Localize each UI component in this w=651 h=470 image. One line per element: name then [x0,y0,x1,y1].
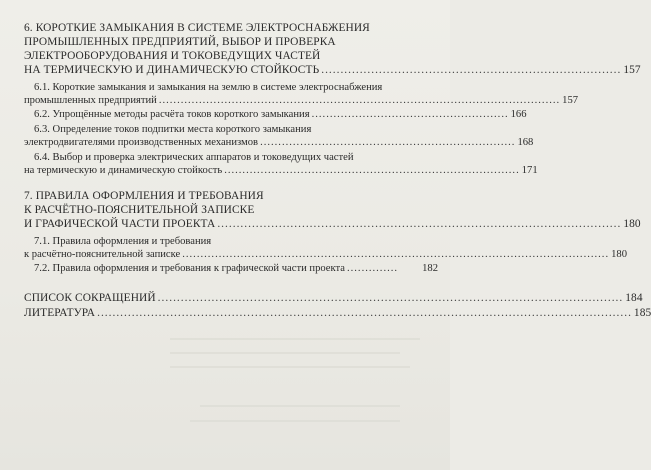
section-7-title-line-3: И ГРАФИЧЕСКОЙ ЧАСТИ ПРОЕКТА [24,218,216,230]
page-number: 168 [517,137,534,148]
subsection-6-3-line-1: 6.3. Определение токов подпитки места короткого замыкания [34,124,312,135]
section-6-title-line-3: ЭЛЕКТРООБОРУДОВАНИЯ И ТОКОВЕДУЩИХ ЧАСТЕЙ [24,50,321,62]
subsection-6-2: 6.2. Упрощённые методы расчёта токов короткого замыкания [34,109,310,120]
bleed-through-line [170,366,410,368]
page-number: 157 [623,64,641,76]
leader-dots: ......................................................................................................... [217,218,622,230]
toc-row [24,218,641,230]
leader-dots: ...................................................................... [260,137,516,148]
subsection-7-1-line-1: 7.1. Правила оформления и требования [34,236,212,247]
page-number: 180 [611,249,627,260]
leader-dots: ........................................................................................................................................... [97,307,632,319]
subsection-7-1-line-2: к расчётно-пояснительной записке [24,249,181,260]
page-number: 166 [510,109,527,120]
leader-dots: ...................................................... [311,109,509,120]
toc-row [24,137,534,149]
page-number: 184 [625,292,643,304]
section-7-title-line-2: К РАСЧЁТНО-ПОЯСНИТЕЛЬНОЙ ЗАПИСКЕ [24,204,255,216]
page-number: 180 [623,218,641,230]
literature-label: ЛИТЕРАТУРА [24,307,96,319]
toc-row [34,263,438,275]
bleed-through-line [190,420,400,422]
leader-dots: .............................................................................................................. [158,95,561,106]
toc-row [24,95,579,107]
section-7-title-line-1: 7. ПРАВИЛА ОФОРМЛЕНИЯ И ТРЕБОВАНИЯ [24,190,264,202]
leader-dots: .............. [346,263,399,274]
leader-dots: ..................................................................................................................... [182,249,610,260]
leader-dots: .............................................................................. [321,64,622,76]
toc-row [34,109,527,121]
leader-dots: ................................................................................. [224,165,520,176]
subsection-6-3-line-2: электродвигателями производственных механизмов [24,137,259,148]
toc-row-abbreviations [24,292,643,304]
bleed-through-line [170,352,400,354]
subsection-6-1-line-2: промышленных предприятий [24,95,157,106]
section-6-title-line-4: НА ТЕРМИЧЕСКУЮ И ДИНАМИЧЕСКУЮ СТОЙКОСТЬ [24,64,320,76]
bleed-through-line [200,405,400,407]
section-6-title-line-2: ПРОМЫШЛЕННЫХ ПРЕДПРИЯТИЙ, ВЫБОР И ПРОВЕРКА [24,36,336,48]
page-number: 157 [562,95,579,106]
bleed-through-line [170,338,420,340]
subsection-6-4-line-1: 6.4. Выбор и проверка электрических аппаратов и токоведущих частей [34,152,354,163]
toc-row [24,165,538,177]
section-6-title-line-1: 6. КОРОТКИЕ ЗАМЫКАНИЯ В СИСТЕМЕ ЭЛЕКТРОСНАБЖЕНИЯ [24,22,370,34]
toc-row-literature [24,307,651,319]
subsection-6-1-line-1: 6.1. Короткие замыкания и замыкания на землю в системе электроснабжения [34,82,383,93]
subsection-6-4-line-2: на термическую и динамическую стойкость [24,165,223,176]
page-number: 185 [633,307,651,319]
page-number: 182 [422,263,438,274]
toc-row [24,249,627,261]
abbreviations-label: СПИСОК СОКРАЩЕНИЙ [24,292,156,304]
subsection-7-2: 7.2. Правила оформления и требования к графической части проекта [34,263,345,274]
leader-dots: ......................................................................................................................... [157,292,624,304]
page-number: 171 [521,165,538,176]
toc-row [24,64,641,76]
